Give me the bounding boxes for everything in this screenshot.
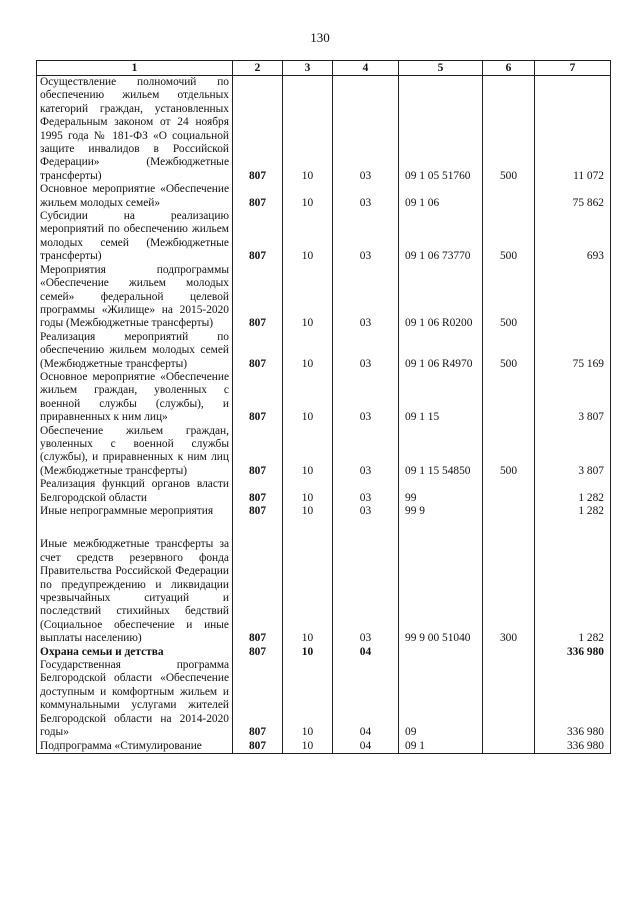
section-code-cell: 10 — [283, 740, 333, 754]
section-code-cell: 10 — [283, 210, 333, 264]
section-code-cell: 10 — [283, 646, 333, 659]
amount-cell: 1 282 — [535, 505, 611, 518]
expense-type-cell: 500 — [483, 264, 535, 331]
department-code-cell: 807 — [233, 478, 283, 505]
department-code-cell: 807 — [233, 331, 283, 371]
subsection-code-cell: 03 — [333, 76, 399, 184]
department-code-cell: 807 — [233, 264, 283, 331]
subsection-code-cell: 03 — [333, 371, 399, 425]
target-article-cell: 09 1 06 R0200 — [399, 264, 483, 331]
target-article-cell: 09 — [399, 659, 483, 739]
target-article-cell: 09 1 15 — [399, 371, 483, 425]
item-name-cell: Мероприятия подпрограммы «Обеспечение жильем молодых семей» федеральной целевой программы «Жилище» на 2015-2020 годы (Межбюджетные трансферты) — [37, 264, 233, 331]
table-row — [37, 505, 611, 518]
expense-type-cell — [483, 646, 535, 659]
department-code-cell: 807 — [233, 518, 283, 645]
table-row — [37, 659, 611, 739]
section-code-cell: 10 — [283, 264, 333, 331]
expense-type-cell — [483, 183, 535, 210]
table-row — [37, 371, 611, 425]
section-code-cell: 10 — [283, 505, 333, 518]
section-code-cell: 10 — [283, 371, 333, 425]
target-article-cell: 09 1 15 54850 — [399, 425, 483, 479]
amount-cell: 75 169 — [535, 331, 611, 371]
item-name-cell: Основное мероприятие «Обеспечение жильем молодых семей» — [37, 183, 233, 210]
item-name-cell: Реализация мероприятий по обеспечению жильем молодых семей (Межбюджетные трансферты) — [37, 331, 233, 371]
item-name-cell: Государственная программа Белгородской области «Обеспечение доступным и комфортным жильем и коммунальными услугами жителей Белгородской области на 2014-2020 годы» — [37, 659, 233, 739]
department-code-cell: 807 — [233, 646, 283, 659]
table-row — [37, 425, 611, 479]
target-article-cell: 99 9 00 51040 — [399, 518, 483, 645]
subsection-code-cell: 03 — [333, 331, 399, 371]
column-header: 3 — [283, 61, 333, 76]
subsection-code-cell: 03 — [333, 183, 399, 210]
column-header: 5 — [399, 61, 483, 76]
table-row — [37, 76, 611, 184]
table-row — [37, 646, 611, 659]
item-name-cell: Основное мероприятие «Обеспечение жильем граждан, уволенных с военной службы (службы), и приравненных к ним лиц» — [37, 371, 233, 425]
table-body — [37, 76, 611, 754]
target-article-cell: 99 9 — [399, 505, 483, 518]
subsection-code-cell: 04 — [333, 659, 399, 739]
table-row — [37, 331, 611, 371]
amount-cell: 3 807 — [535, 371, 611, 425]
table-header-row — [37, 61, 611, 76]
target-article-cell: 09 1 05 51760 — [399, 76, 483, 184]
item-name-cell: Обеспечение жильем граждан, уволенных с военной службы (службы), и приравненных к ним лиц (Межбюджетные трансферты) — [37, 425, 233, 479]
department-code-cell: 807 — [233, 659, 283, 739]
item-name-cell: Реализация функций органов власти Белгородской области — [37, 478, 233, 505]
table-row — [37, 264, 611, 331]
column-header: 2 — [233, 61, 283, 76]
subsection-code-cell: 03 — [333, 425, 399, 479]
target-article-cell: 09 1 06 R4970 — [399, 331, 483, 371]
expense-type-cell — [483, 478, 535, 505]
amount-cell: 336 980 — [535, 646, 611, 659]
amount-cell: 336 980 — [535, 740, 611, 754]
item-name-cell: Осуществление полномочий по обеспечению жильем отдельных категорий граждан, установленных Федеральным законом от 24 ноября 1995 года № 181-ФЗ «О социальной защите инвалидов в Российской Федерации» (Межбюджетные трансферты) — [37, 76, 233, 184]
column-header: 4 — [333, 61, 399, 76]
target-article-cell: 09 1 06 — [399, 183, 483, 210]
amount-cell — [535, 264, 611, 331]
department-code-cell: 807 — [233, 183, 283, 210]
expense-type-cell: 500 — [483, 331, 535, 371]
table-row — [37, 478, 611, 505]
column-header: 7 — [535, 61, 611, 76]
expense-type-cell — [483, 371, 535, 425]
subsection-code-cell: 03 — [333, 210, 399, 264]
department-code-cell: 807 — [233, 505, 283, 518]
amount-cell: 1 282 — [535, 478, 611, 505]
section-code-cell: 10 — [283, 478, 333, 505]
expense-type-cell — [483, 505, 535, 518]
table-row — [37, 183, 611, 210]
subsection-code-cell: 03 — [333, 518, 399, 645]
expense-type-cell: 500 — [483, 210, 535, 264]
expense-type-cell — [483, 659, 535, 739]
expense-type-cell: 500 — [483, 425, 535, 479]
subsection-code-cell: 03 — [333, 478, 399, 505]
item-name-cell: Субсидии на реализацию мероприятий по обеспечению жильем молодых семей (Межбюджетные трансферты) — [37, 210, 233, 264]
expense-type-cell: 300 — [483, 518, 535, 645]
column-header: 6 — [483, 61, 535, 76]
table-row — [37, 740, 611, 754]
item-name-cell: Охрана семьи и детства — [37, 646, 233, 659]
target-article-cell: 09 1 06 73770 — [399, 210, 483, 264]
department-code-cell: 807 — [233, 371, 283, 425]
subsection-code-cell: 04 — [333, 740, 399, 754]
department-code-cell: 807 — [233, 740, 283, 754]
department-code-cell: 807 — [233, 210, 283, 264]
subsection-code-cell: 04 — [333, 646, 399, 659]
section-code-cell: 10 — [283, 331, 333, 371]
expense-type-cell — [483, 740, 535, 754]
section-code-cell: 10 — [283, 659, 333, 739]
table-row — [37, 210, 611, 264]
subsection-code-cell: 03 — [333, 264, 399, 331]
target-article-cell: 09 1 — [399, 740, 483, 754]
column-header: 1 — [37, 61, 233, 76]
section-code-cell: 10 — [283, 76, 333, 184]
item-name-cell: Подпрограмма «Стимулирование — [37, 740, 233, 754]
amount-cell: 336 980 — [535, 659, 611, 739]
subsection-code-cell: 03 — [333, 505, 399, 518]
page-number: 130 — [310, 30, 330, 45]
amount-cell: 75 862 — [535, 183, 611, 210]
section-code-cell: 10 — [283, 518, 333, 645]
department-code-cell: 807 — [233, 76, 283, 184]
table-row — [37, 518, 611, 645]
section-code-cell: 10 — [283, 425, 333, 479]
item-name-cell: Иные непрограммные мероприятия — [37, 505, 233, 518]
section-code-cell: 10 — [283, 183, 333, 210]
amount-cell: 11 072 — [535, 76, 611, 184]
amount-cell: 1 282 — [535, 518, 611, 645]
target-article-cell — [399, 646, 483, 659]
amount-cell: 693 — [535, 210, 611, 264]
target-article-cell: 99 — [399, 478, 483, 505]
budget-table — [36, 60, 610, 754]
expense-type-cell: 500 — [483, 76, 535, 184]
department-code-cell: 807 — [233, 425, 283, 479]
amount-cell: 3 807 — [535, 425, 611, 479]
item-name-cell: Иные межбюджетные трансферты за счет средств резервного фонда Правительства Российской Федерации по предупреждению и ликвидации чрезвычайных ситуаций и последствий стихийных бедствий (Социальное обеспечение и иные выплаты населению) — [37, 518, 233, 645]
